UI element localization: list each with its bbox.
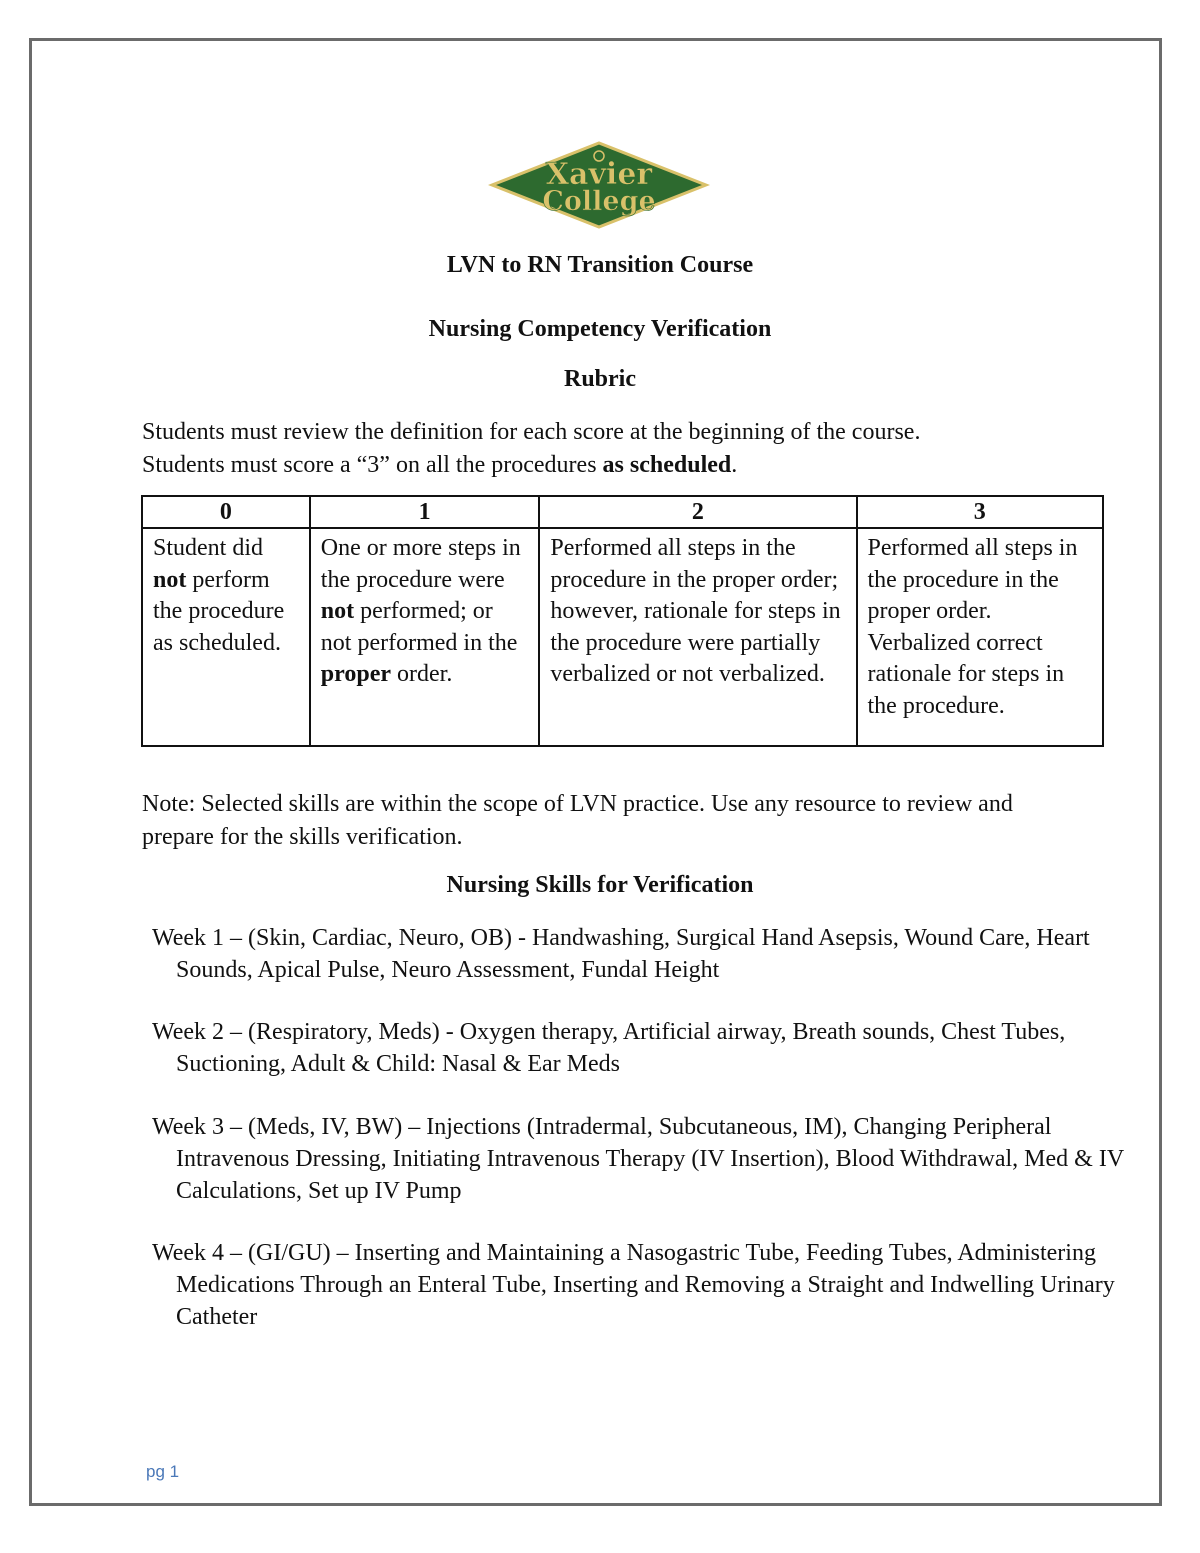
score-2-definition: Performed all steps in the procedure in the proper order; however, rationale for steps in the procedure were partially verbalized or not verbalized. — [539, 528, 856, 746]
score-1-definition: One or more steps in the procedure were not performed; or not performed in the proper order. — [310, 528, 540, 746]
intro-line1: Students must review the definition for each score at the beginning of the course. — [142, 419, 921, 445]
skills-heading: Nursing Skills for Verification — [446, 872, 754, 898]
note-text: Note: Selected skills are within the scope of LVN practice. Use any resource to review and prepare for the skills verification. — [142, 791, 1013, 850]
score-0-header: 0 — [142, 496, 310, 528]
score-2-header: 2 — [539, 496, 856, 528]
score-3-header: 3 — [857, 496, 1104, 528]
week-2-skills: Week 2 – (Respiratory, Meds) - Oxygen therapy, Artificial airway, Breath sounds, Chest Tubes, Suctioning, Adult & Child: Nasal & Ear Meds — [152, 1019, 1066, 1077]
rubric-table — [141, 495, 1104, 747]
week-1-skills: Week 1 – (Skin, Cardiac, Neuro, OB) - Handwashing, Surgical Hand Asepsis, Wound Care, Heart Sounds, Apical Pulse, Neuro Assessment, Fundal Height — [152, 925, 1090, 983]
intro-line2: Students must score a “3” on all the procedures as scheduled. — [142, 452, 738, 478]
score-0-definition: Student did not perform the procedure as scheduled. — [142, 528, 310, 746]
week-3-skills: Week 3 – (Meds, IV, BW) – Injections (Intradermal, Subcutaneous, IM), Changing Peripheral Intravenous Dressing, Initiating Intravenous Therapy (IV Insertion), Blood Withdrawal, Med & IV Calculations, Set up IV Pump — [152, 1114, 1124, 1204]
logo-line1: Xavier — [545, 157, 653, 192]
xavier-college-logo — [488, 140, 710, 230]
course-title: LVN to RN Transition Course — [446, 252, 754, 278]
rubric-header-row — [142, 496, 1103, 528]
document-title: Nursing Competency Verification — [428, 316, 772, 342]
rubric-definition-row — [142, 528, 1103, 746]
logo-line2: College — [542, 186, 656, 217]
rubric-title: Rubric — [564, 366, 636, 392]
page-number: pg 1 — [146, 1462, 180, 1481]
week-4-skills: Week 4 – (GI/GU) – Inserting and Maintaining a Nasogastric Tube, Feeding Tubes, Administering Medications Through an Enteral Tube, Inserting and Removing a Straight and Indwelling Urinary Catheter — [152, 1240, 1115, 1330]
score-1-header: 1 — [310, 496, 540, 528]
score-3-definition: Performed all steps in the procedure in the proper order. Verbalized correct rationale for steps in the procedure. — [857, 528, 1104, 746]
intro-text — [142, 416, 1122, 482]
